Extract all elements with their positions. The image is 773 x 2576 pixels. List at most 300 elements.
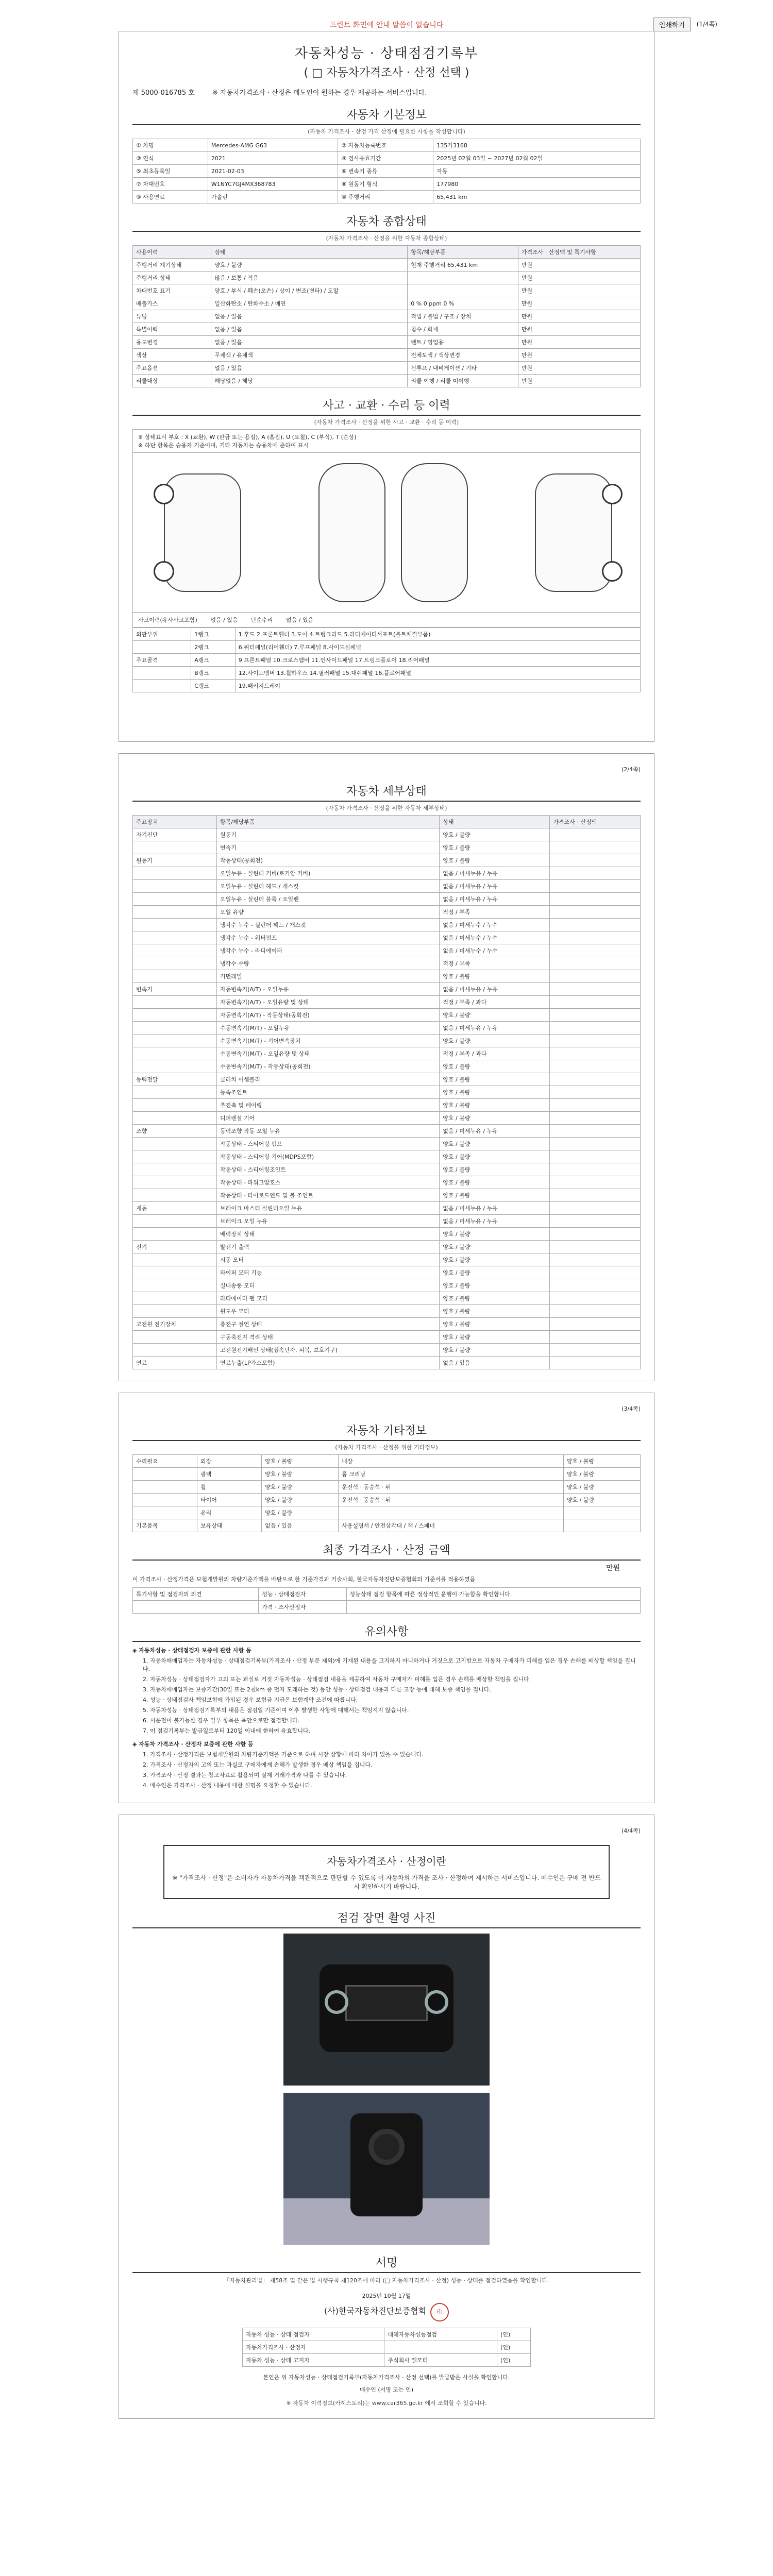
- table-cell: 적법 / 불법 / 구조 / 장치: [408, 310, 518, 323]
- table-cell: [133, 1112, 217, 1125]
- table-cell: [550, 880, 641, 893]
- table-cell: [550, 983, 641, 996]
- signature-org-name: (사)한국자동차진단보증협회: [324, 2306, 426, 2316]
- table-cell: [550, 1112, 641, 1125]
- table-cell: 적정 / 부족: [440, 906, 550, 919]
- table-cell: [550, 867, 641, 880]
- list-item: 5. 자동차성능 · 상태점검기록부의 내용은 점검일 기준이며 이후 발생한 사항에 대해서는 책임지지 않습니다.: [143, 1707, 409, 1714]
- table-cell: 실내송풍 모터: [217, 1279, 440, 1292]
- table-cell: [550, 1163, 641, 1176]
- table-cell: 없음 / 미세누유 / 누유: [440, 1202, 550, 1215]
- table-cell: 양호 / 불량: [440, 1266, 550, 1279]
- table-cell: 전기: [133, 1241, 217, 1253]
- table-cell: 양호 / 불량: [440, 1060, 550, 1073]
- detail-title: 자동차 세부상태: [132, 783, 641, 802]
- receipt-text: 본인은 위 자동차성능 · 상태점검기록부(자동차가격조사 · 산정 선택)를 발급받은 사실을 확인합니다.: [263, 2374, 510, 2381]
- notices-heading-2: ◈ 자동차 가격조사 · 산정자 보증에 관한 사항 등: [132, 1741, 254, 1748]
- table-cell: [550, 1305, 641, 1318]
- table-cell: 발전기 출력: [217, 1241, 440, 1253]
- table-cell: 기본품목: [133, 1519, 197, 1532]
- table-cell: 6.쿼터패널(리어휀더) 7.루프패널 8.사이드실패널: [235, 641, 640, 654]
- table-cell: 용도변경: [133, 336, 211, 349]
- table-cell: 작동상태 - 파워고압호스: [217, 1176, 440, 1189]
- table-row: [133, 854, 641, 867]
- table-cell: [550, 1125, 641, 1138]
- table-cell: 타이어: [197, 1494, 262, 1506]
- doc-no-label: 제: [132, 89, 139, 97]
- table-row: [133, 1086, 641, 1099]
- table-cell: 특별이력: [133, 323, 211, 336]
- table-cell: [550, 1357, 641, 1369]
- table-cell: 양호 / 불량: [262, 1481, 339, 1494]
- table-cell: [133, 1292, 217, 1305]
- table-cell: [550, 1176, 641, 1189]
- table-cell: 작동상태 - 타이로드엔드 및 볼 조인트: [217, 1189, 440, 1202]
- accident-title: 사고 · 교환 · 수리 등 이력: [132, 397, 641, 416]
- table-cell: [133, 1253, 217, 1266]
- table-cell: ⑨ 사용연료: [133, 191, 208, 204]
- column-header: 가격조사 · 산정액 및 특기사항: [518, 246, 640, 259]
- table-cell: 2021: [208, 152, 338, 165]
- table-row: [133, 284, 641, 297]
- table-cell: 제동: [133, 1202, 217, 1215]
- table-cell: 운전석 · 동승석 · 뒤: [339, 1481, 564, 1494]
- signature-table: [242, 2328, 531, 2367]
- table-cell: 해당없음 / 해당: [211, 375, 408, 387]
- table-cell: 원동기: [133, 854, 217, 867]
- etc-section: [132, 1422, 641, 1532]
- table-cell: 1랭크: [191, 628, 236, 641]
- signature-section: [132, 2254, 641, 2407]
- notices-heading-1: ◈ 자동차성능 · 상태점검자 보증에 관한 사항 등: [132, 1647, 251, 1654]
- list-item: 2. 자동차성능 · 상태점검자가 고의 또는 과실로 거짓 자동차성능 · 상태점검 내용을 제공하여 자동차 구매자가 피해를 입은 경우 손해를 배상할 책임을 집니다.: [143, 1676, 531, 1683]
- table-cell: 주행거리 계기상태: [133, 259, 211, 272]
- table-cell: [550, 1009, 641, 1022]
- table-cell: 고전원전기배선 상태(접속단자, 피복, 보호기구): [217, 1344, 440, 1357]
- table-row: [133, 906, 641, 919]
- table-cell: 수동변속기(M/T) - 오일유량 및 상태: [217, 1047, 440, 1060]
- table-cell: 수동변속기(M/T) - 기어변속장치: [217, 1035, 440, 1047]
- legend-repair-label: 단순수리: [251, 617, 273, 623]
- table-cell: 양호 / 불량: [262, 1494, 339, 1506]
- etc-desc: (자동차 가격조사 · 산정을 위한 기타정보): [335, 1444, 438, 1451]
- basic-info-title: 자동차 기본정보: [132, 106, 641, 125]
- print-button[interactable]: 인쇄하기: [653, 18, 691, 31]
- table-cell: [550, 1266, 641, 1279]
- receipt-sign: 매수인 (서명 또는 인): [359, 2386, 414, 2393]
- table-cell: 양호 / 불량: [440, 841, 550, 854]
- table-cell: [133, 880, 217, 893]
- table-row: [133, 152, 641, 165]
- table-row: [133, 1112, 641, 1125]
- table-cell: [550, 906, 641, 919]
- table-cell: 1.후드 2.프론트휀더 3.도어 4.트렁크리드 5.라디에이터서포트(볼트체결부품): [235, 628, 640, 641]
- table-cell: [133, 1189, 217, 1202]
- table-cell: 추진축 및 베어링: [217, 1099, 440, 1112]
- table-row: [133, 1163, 641, 1176]
- table-cell: [133, 1035, 217, 1047]
- table-cell: [133, 1086, 217, 1099]
- table-cell: [550, 970, 641, 983]
- table-cell: [550, 1022, 641, 1035]
- seal-icon: 印: [430, 2303, 449, 2321]
- table-cell: [550, 854, 641, 867]
- table-cell: 원동기: [217, 828, 440, 841]
- accident-note-2: ※ 하단 항목은 승용차 기준이며, 기타 자동차는 승용차에 준하여 표시: [138, 442, 309, 449]
- table-cell: 양호 / 불량: [211, 259, 408, 272]
- table-cell: 65,431 km: [433, 191, 641, 204]
- explanation-box: [163, 1845, 610, 1899]
- list-item: 2. 가격조사 · 산정자의 고의 또는 과실로 구매자에게 손해가 발생한 경우 배상 책임을 집니다.: [143, 1761, 373, 1768]
- table-cell: 냉각수 누수 - 라디에이터: [217, 944, 440, 957]
- table-row: [133, 919, 641, 931]
- table-cell: [384, 2341, 497, 2354]
- table-cell: 연료누출(LP가스포함): [217, 1357, 440, 1369]
- signature-org: [132, 2303, 641, 2321]
- table-cell: 없음 / 있음: [211, 310, 408, 323]
- table-row: [243, 2328, 531, 2341]
- wheel-icon: [154, 561, 174, 582]
- table-row: [133, 191, 641, 204]
- table-cell: [133, 906, 217, 919]
- table-cell: 휠: [197, 1481, 262, 1494]
- table-cell: 운전석 · 동승석 · 뒤: [339, 1494, 564, 1506]
- table-cell: 양호 / 불량: [440, 1099, 550, 1112]
- column-header: 주요장치: [133, 816, 217, 828]
- table-row: [133, 1468, 641, 1481]
- table-row: [133, 1022, 641, 1035]
- table-cell: 조향: [133, 1125, 217, 1138]
- final-table: [132, 1587, 641, 1614]
- table-cell: 없음 / 있음: [211, 362, 408, 375]
- table-row: [133, 139, 641, 152]
- table-cell: 냉각수 수량: [217, 957, 440, 970]
- final-note: 이 가격조사 · 산정가격은 보험개발원의 차량기준가액을 바탕으로 한 기준가격과 기술사회, 한국자동차진단보증협회의 기준서를 적용하였음: [132, 1576, 476, 1583]
- table-cell: 양호 / 불량: [440, 1176, 550, 1189]
- legend-accident-label: 사고이력(유사사고포함): [138, 617, 197, 623]
- accident-parts-table: [132, 628, 641, 692]
- wheel-icon: [602, 484, 623, 504]
- car-left-view: [164, 473, 241, 592]
- explanation-text: ※ "가격조사 · 산정"은 소비자가 자동차가격을 객관적으로 판단할 수 있도록 이 자동차의 가격을 조사 · 산정하여 제시하는 서비스입니다. 매수인은 구매 전 반드시 확인하시기 바랍니다.: [172, 1874, 601, 1890]
- table-cell: 양호 / 불량: [440, 1035, 550, 1047]
- table-row: [133, 1331, 641, 1344]
- column-header: 사용이력: [133, 246, 211, 259]
- inspection-photo-rear: [283, 2093, 490, 2245]
- table-cell: 보유상태: [197, 1519, 262, 1532]
- table-cell: 튜닝: [133, 310, 211, 323]
- column-header: 가격조사 · 산정액: [550, 816, 641, 828]
- table-cell: 없음 / 미세누유 / 누유: [440, 880, 550, 893]
- accident-desc: (자동차 가격조사 · 산정을 위한 사고 · 교환 · 수리 등 이력): [314, 419, 459, 426]
- page-4: [119, 1815, 654, 2419]
- table-cell: [408, 284, 518, 297]
- page-3-count: (3/4쪽): [621, 1405, 641, 1412]
- table-cell: 수동변속기(M/T) - 작동상태(공회전): [217, 1060, 440, 1073]
- table-cell: [550, 1241, 641, 1253]
- table-cell: ③ 연식: [133, 152, 208, 165]
- table-cell: 양호 / 불량: [440, 1241, 550, 1253]
- table-cell: 양호 / 불량: [440, 1331, 550, 1344]
- table-cell: [133, 1022, 217, 1035]
- table-cell: 없음 / 미세누유 / 누유: [440, 1215, 550, 1228]
- table-cell: [550, 1228, 641, 1241]
- car-right-view: [535, 473, 612, 592]
- table-row: [133, 1202, 641, 1215]
- table-cell: 대해자동차성능점검: [384, 2328, 497, 2341]
- table-cell: 주요옵션: [133, 362, 211, 375]
- document-subtitle: ( □ 자동차가격조사 · 산정 선택 ): [304, 66, 469, 79]
- table-cell: 만원: [518, 272, 640, 284]
- table-cell: [550, 841, 641, 854]
- car-frame-view: [401, 463, 468, 602]
- table-row: [133, 1035, 641, 1047]
- table-cell: 양호 / 불량: [262, 1455, 339, 1468]
- table-cell: 라디에이터 팬 모터: [217, 1292, 440, 1305]
- table-cell: 만원: [518, 323, 640, 336]
- table-cell: 냉각수 누수 - 워터펌프: [217, 931, 440, 944]
- table-cell: 동력조향 작동 오일 누유: [217, 1125, 440, 1138]
- table-cell: [550, 1344, 641, 1357]
- table-cell: [133, 931, 217, 944]
- table-row: [133, 1519, 641, 1532]
- table-row: [133, 1494, 641, 1506]
- table-cell: [550, 1047, 641, 1060]
- table-cell: [550, 1331, 641, 1344]
- table-cell: 렌트 / 영업용: [408, 336, 518, 349]
- table-cell: [550, 1099, 641, 1112]
- table-row: [133, 1455, 641, 1468]
- table-cell: [133, 680, 191, 692]
- table-row: [133, 1241, 641, 1253]
- table-cell: 양호 / 불량: [440, 1279, 550, 1292]
- table-cell: [133, 1344, 217, 1357]
- legend-accident-value: 없음 / 있음: [210, 617, 238, 623]
- table-cell: 양호 / 불량: [440, 1228, 550, 1241]
- table-row: [133, 1253, 641, 1266]
- table-cell: ⑧ 원동기 형식: [338, 178, 433, 191]
- table-row: [133, 178, 641, 191]
- table-cell: 연료: [133, 1357, 217, 1369]
- table-cell: [550, 1060, 641, 1073]
- table-row: [133, 996, 641, 1009]
- basic-info-section: [132, 106, 641, 204]
- table-cell: 윈도우 모터: [217, 1305, 440, 1318]
- table-row: [133, 1279, 641, 1292]
- signature-title: 서명: [132, 2254, 641, 2273]
- table-cell: 적정 / 부족 / 과다: [440, 996, 550, 1009]
- table-cell: 리콜대상: [133, 375, 211, 387]
- table-cell: 양호 / 부식 / 훼손(오손) / 상이 / 변조(변타) / 도말: [211, 284, 408, 297]
- table-cell: [133, 667, 191, 680]
- table-cell: 변속기: [217, 841, 440, 854]
- table-cell: [550, 1086, 641, 1099]
- column-header: 항목/해당부품: [217, 816, 440, 828]
- table-cell: ⑥ 변속기 종류: [338, 165, 433, 178]
- table-row: [133, 1344, 641, 1357]
- table-cell: ⑦ 차대번호: [133, 178, 208, 191]
- table-cell: [550, 957, 641, 970]
- doc-note: ※ 자동차가격조사 · 산정은 매도인이 원하는 경우 제공하는 서비스입니다.: [212, 89, 427, 97]
- overall-status-section: [132, 213, 641, 387]
- table-cell: [133, 1163, 217, 1176]
- table-cell: 양호 / 불량: [440, 1086, 550, 1099]
- table-cell: 없음 / 있음: [211, 323, 408, 336]
- table-cell: 외장: [197, 1455, 262, 1468]
- list-item: 4. 성능 · 상태점검자 책임보험에 가입된 경우 보험금 지급은 보험계약 조건에 따릅니다.: [143, 1697, 358, 1703]
- table-row: [133, 893, 641, 906]
- table-cell: 사용설명서 / 안전삼각대 / 잭 / 스패너: [339, 1519, 564, 1532]
- table-cell: 오일누유 - 실린더 블록 / 오일팬: [217, 893, 440, 906]
- table-cell: [133, 1305, 217, 1318]
- page-2: [119, 753, 654, 1381]
- table-row: [133, 680, 641, 692]
- table-cell: [133, 1279, 217, 1292]
- table-cell: 없음 / 미세누유 / 누유: [440, 983, 550, 996]
- table-row: [133, 1588, 641, 1601]
- table-cell: 적정 / 부족 / 과다: [440, 1047, 550, 1060]
- list-item: 4. 매수인은 가격조사 · 산정 내용에 대한 설명을 요청할 수 있습니다.: [143, 1782, 312, 1789]
- list-item: 7. 이 점검기록부는 발급일로부터 120일 이내에 한하여 유효합니다.: [143, 1727, 311, 1734]
- table-cell: 양호 / 불량: [440, 1009, 550, 1022]
- legend-repair-value: 없음 / 있음: [286, 617, 314, 623]
- table-cell: 양호 / 불량: [563, 1481, 640, 1494]
- table-cell: [133, 1494, 197, 1506]
- list-item: 1. 자동차매매업자는 자동차성능 · 상태점검기록부(가격조사 · 산정 부분 제외)에 기재된 내용을 고지하지 아니하거나 거짓으로 고지함으로 자동차 구매자가 피해를 입은 경우 손해를 배상할 책임을 집니다.: [143, 1657, 636, 1672]
- table-cell: 양호 / 불량: [440, 1138, 550, 1150]
- table-cell: 시동 모터: [217, 1253, 440, 1266]
- table-row: [133, 1138, 641, 1150]
- table-cell: 특기사항 및 점검자의 의견: [133, 1588, 259, 1601]
- signature-text: 「자동차관리법」 제58조 및 같은 법 시행규칙 제120조에 따라 (□ 자동차가격조사 · 산정) 성능 · 상태를 점검하였음을 확인합니다.: [224, 2277, 549, 2284]
- table-cell: 배출가스: [133, 297, 211, 310]
- table-row: [133, 1292, 641, 1305]
- table-row: [243, 2354, 531, 2367]
- table-cell: 현재 주행거리 65,431 km: [408, 259, 518, 272]
- table-cell: 없음 / 미세누유 / 누유: [440, 1125, 550, 1138]
- page-4-count: (4/4쪽): [621, 1827, 641, 1834]
- table-row: [133, 297, 641, 310]
- table-cell: [133, 1228, 217, 1241]
- table-row: [133, 362, 641, 375]
- table-cell: [133, 1009, 217, 1022]
- table-cell: 주행거리 상태: [133, 272, 211, 284]
- table-cell: 구동축전지 격리 상태: [217, 1331, 440, 1344]
- column-header: 항목/해당부품: [408, 246, 518, 259]
- table-cell: (인): [497, 2328, 531, 2341]
- table-cell: 자동: [433, 165, 641, 178]
- table-cell: 없음 / 있음: [262, 1519, 339, 1532]
- table-cell: 양호 / 불량: [563, 1494, 640, 1506]
- table-cell: [563, 1519, 640, 1532]
- table-cell: 자동차가격조사 · 산정자: [243, 2341, 384, 2354]
- table-row: [133, 931, 641, 944]
- table-cell: ④ 검사유효기간: [338, 152, 433, 165]
- detail-section: [132, 783, 641, 1369]
- table-cell: [550, 944, 641, 957]
- table-cell: 동력전달: [133, 1073, 217, 1086]
- table-cell: [133, 970, 217, 983]
- table-cell: [133, 841, 217, 854]
- table-row: [133, 1176, 641, 1189]
- table-row: [133, 1073, 641, 1086]
- table-row: [133, 654, 641, 667]
- table-cell: 주식회사 엘모터: [384, 2354, 497, 2367]
- table-cell: 와이퍼 모터 기능: [217, 1266, 440, 1279]
- table-cell: 자동변속기(A/T) - 오일누유: [217, 983, 440, 996]
- table-cell: [550, 1035, 641, 1047]
- table-cell: 양호 / 불량: [440, 1112, 550, 1125]
- table-cell: 배력장치 상태: [217, 1228, 440, 1241]
- overall-status-title: 자동차 종합상태: [132, 213, 641, 232]
- table-row: [133, 957, 641, 970]
- table-cell: 양호 / 불량: [440, 1253, 550, 1266]
- list-item: 1. 가격조사 · 산정가격은 보험개발원의 차량기준가액을 기준으로 하며 시장 상황에 따라 차이가 있을 수 있습니다.: [143, 1751, 424, 1758]
- table-cell: [133, 867, 217, 880]
- table-cell: 차대번호 표기: [133, 284, 211, 297]
- table-row: [133, 1601, 641, 1614]
- table-cell: 가격 · 조사산정자: [259, 1601, 346, 1614]
- table-row: [133, 880, 641, 893]
- table-row: [133, 375, 641, 387]
- table-cell: 양호 / 불량: [440, 1150, 550, 1163]
- table-cell: [133, 893, 217, 906]
- basic-info-desc: (자동차 가격조사 · 산정 가격 산정에 필요한 사항을 작성합니다): [308, 128, 465, 135]
- document-title: 자동차성능 · 상태점검기록부: [294, 46, 479, 61]
- table-cell: 없음 / 있음: [440, 1357, 550, 1369]
- table-cell: 양호 / 불량: [440, 1318, 550, 1331]
- table-row: [133, 628, 641, 641]
- table-row: [133, 259, 641, 272]
- table-cell: 외판부위: [133, 628, 191, 641]
- table-cell: 유리: [197, 1506, 262, 1519]
- table-cell: 2021-02-03: [208, 165, 338, 178]
- table-cell: 작동상태(공회전): [217, 854, 440, 867]
- list-item: 6. 시운전이 불가능한 경우 일부 항목은 육안으로만 점검합니다.: [143, 1717, 300, 1724]
- car-top-view: [318, 463, 385, 602]
- column-header: 상태: [440, 816, 550, 828]
- table-row: [133, 336, 641, 349]
- table-cell: W1NYC7GJ4MX368783: [208, 178, 338, 191]
- table-row: [133, 1099, 641, 1112]
- detail-desc: (자동차 가격조사 · 산정을 위한 자동차 세부상태): [326, 805, 447, 811]
- table-row: [133, 667, 641, 680]
- table-cell: [133, 957, 217, 970]
- table-cell: 오일누유 - 실린더 커버(로커암 커버): [217, 867, 440, 880]
- table-cell: ⑤ 최초등록일: [133, 165, 208, 178]
- inspection-photo-front: [283, 1934, 490, 2086]
- table-cell: 양호 / 불량: [262, 1468, 339, 1481]
- table-cell: 자기진단: [133, 828, 217, 841]
- table-cell: 적정 / 부족: [440, 957, 550, 970]
- table-cell: 많음 / 보통 / 적음: [211, 272, 408, 284]
- table-row: [133, 867, 641, 880]
- wheel-icon: [154, 484, 174, 504]
- table-cell: (인): [497, 2341, 531, 2354]
- table-cell: [550, 828, 641, 841]
- table-cell: [133, 1506, 197, 1519]
- table-cell: 없음 / 미세누유 / 누유: [440, 867, 550, 880]
- table-cell: 만원: [518, 284, 640, 297]
- table-cell: 오일 유량: [217, 906, 440, 919]
- page-count: (1/4쪽): [696, 21, 717, 28]
- table-cell: 일산화탄소 / 탄화수소 / 매연: [211, 297, 408, 310]
- table-cell: 클러치 어셈블리: [217, 1073, 440, 1086]
- table-row: [133, 944, 641, 957]
- table-row: [133, 970, 641, 983]
- table-cell: 선루프 / 내비게이션 / 기타: [408, 362, 518, 375]
- table-row: [133, 1266, 641, 1279]
